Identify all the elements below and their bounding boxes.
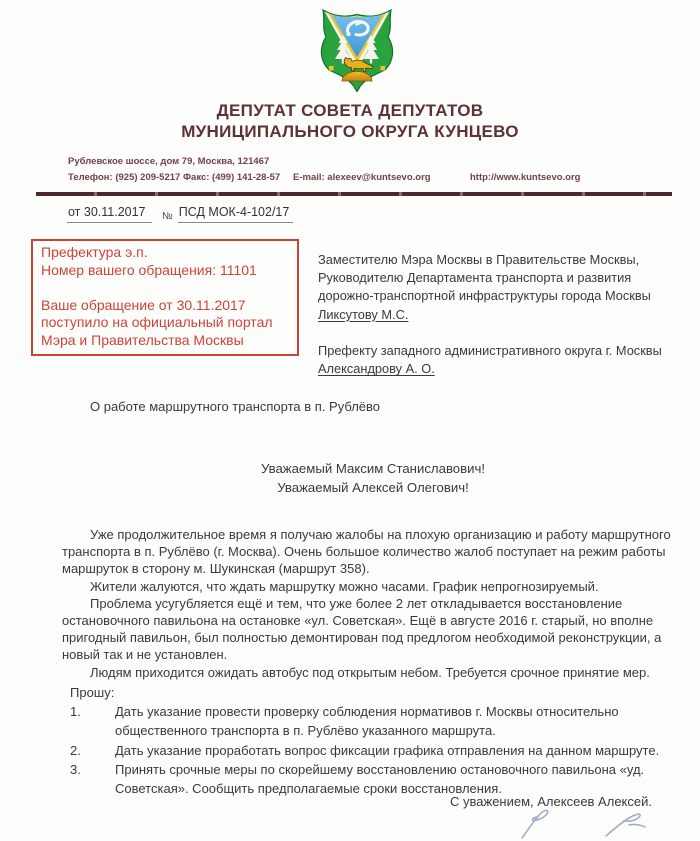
addressee-line: Заместителю Мэра Москвы в Правительстве Москвы, <box>318 252 640 267</box>
list-item <box>62 760 650 798</box>
subject-line: О работе маршрутного транспорта в п. Рублёво <box>90 399 381 414</box>
salutation-line: Уважаемый Максим Станиславович! <box>260 461 486 476</box>
phone-fax: Телефон: (925) 209-5217 Факс: (499) 141-28-57 <box>68 172 281 183</box>
header-divider <box>36 192 672 196</box>
addressee-name: Ликсутову М.С. <box>318 306 409 322</box>
closing-line: С уважением, Алексеев Алексей. <box>450 794 652 809</box>
salutation-line: Уважаемый Алексей Олегович! <box>277 480 469 495</box>
list-item-line: Дать указание провести проверку соблюдения нормативов г. Москвы относительно <box>115 704 619 720</box>
body-line: маршруток в сторону м. Шукинская (маршрут 358). <box>62 561 370 577</box>
number-sign: № <box>162 211 173 222</box>
prefecture-stamp <box>31 239 299 356</box>
letter-date: от 30.11.2017 <box>67 205 152 223</box>
body-line: Проблема усугубляется ещё и тем, что уже более 2 лет откладывается восстановление <box>90 595 623 611</box>
body-line: новый так и не установлен. <box>62 647 228 663</box>
list-item-line: Принять срочные меры по скорейшему восстановлению остановочного павильона «уд. <box>115 761 645 777</box>
addressee-block <box>318 251 678 378</box>
reference-line <box>67 205 293 223</box>
stamp-line: Номер вашего обращения: 11101 <box>41 261 257 278</box>
list-item-number: 2. <box>70 742 81 758</box>
list-item <box>62 702 650 740</box>
email-address: E-mail: alexeev@kuntsevo.org <box>293 172 431 183</box>
gold-mark-left <box>329 66 334 71</box>
org-address: Рублевское шоссе, дом 79, Москва, 121467 <box>68 156 270 167</box>
body-line: Жители жалуются, что ждать маршрутку можно часами. График непрогнозируемый. <box>90 578 599 594</box>
stamp-line: Ваше обращение от 30.11.2017 <box>41 296 246 313</box>
stamp-line: поступило на официальный портал <box>41 314 273 330</box>
body-line: транспорта в п. Рублёво (г. Москва). Очень большое количество жалоб поступает на режим работы <box>62 544 666 560</box>
signature-area <box>498 806 668 840</box>
letter-body <box>62 526 671 681</box>
stamp-line: Префектура э.п. <box>41 244 148 260</box>
org-title-line2: МУНИЦИПАЛЬНОГО ОКРУГА КУНЦЕВО <box>181 122 519 141</box>
stamp-line: Мэра и Правительства Москвы <box>41 331 244 348</box>
body-line: остановочного павильона на остановке «ул. Советская». Ещё в августе 2016 г. старый, но вполне <box>62 613 654 629</box>
org-title-line1: ДЕПУТАТ СОВЕТА ДЕПУТАТОВ <box>216 101 484 120</box>
list-item-line: Дать указание проработать вопрос фиксации графика отправления на данном маршруте. <box>115 742 660 758</box>
addressee-line: дорожно-транспортной инфраструктуры города Москвы <box>318 288 651 304</box>
shield-icon <box>317 6 397 94</box>
gold-mark-right <box>381 66 386 71</box>
request-list <box>62 683 660 798</box>
list-item-line: Советская». Сообщить предполагаемые сроки восстановления. <box>115 781 502 797</box>
contact-block <box>68 156 672 184</box>
website-url: http://www.kuntsevo.org <box>470 172 581 183</box>
request-label: Прошу: <box>70 685 115 700</box>
salutation <box>94 459 652 497</box>
addressee-line: Руководителю Департамента транспорта и развития <box>318 270 632 286</box>
addressee-line: Префекту западного административного округа г. Москвы <box>318 343 662 358</box>
list-item-line: общественного транспорта в п. Рублёво указанного маршрута. <box>115 723 496 739</box>
addressee-name: Александрову А. О. <box>318 361 435 377</box>
body-line: пригодный павильон, был полностью демонтирован под предлогом необходимой реконструкции, а <box>62 630 662 646</box>
list-item-number: 3. <box>70 761 81 777</box>
kuntsevo-coat-of-arms-icon <box>317 6 397 94</box>
list-item <box>62 741 660 760</box>
list-item-number: 1. <box>70 704 81 720</box>
document-number: ПСД МОК-4-102/17 <box>178 205 294 223</box>
org-title <box>0 100 700 142</box>
signature-scribble <box>606 814 645 836</box>
body-line: Уже продолжительное время я получаю жалобы на плохую организацию и работу маршрутного <box>90 527 671 542</box>
signature-scribble <box>522 810 548 838</box>
body-line: Людям приходится ожидать автобус под открытым небом. Требуется срочное принятие мер. <box>90 664 650 680</box>
